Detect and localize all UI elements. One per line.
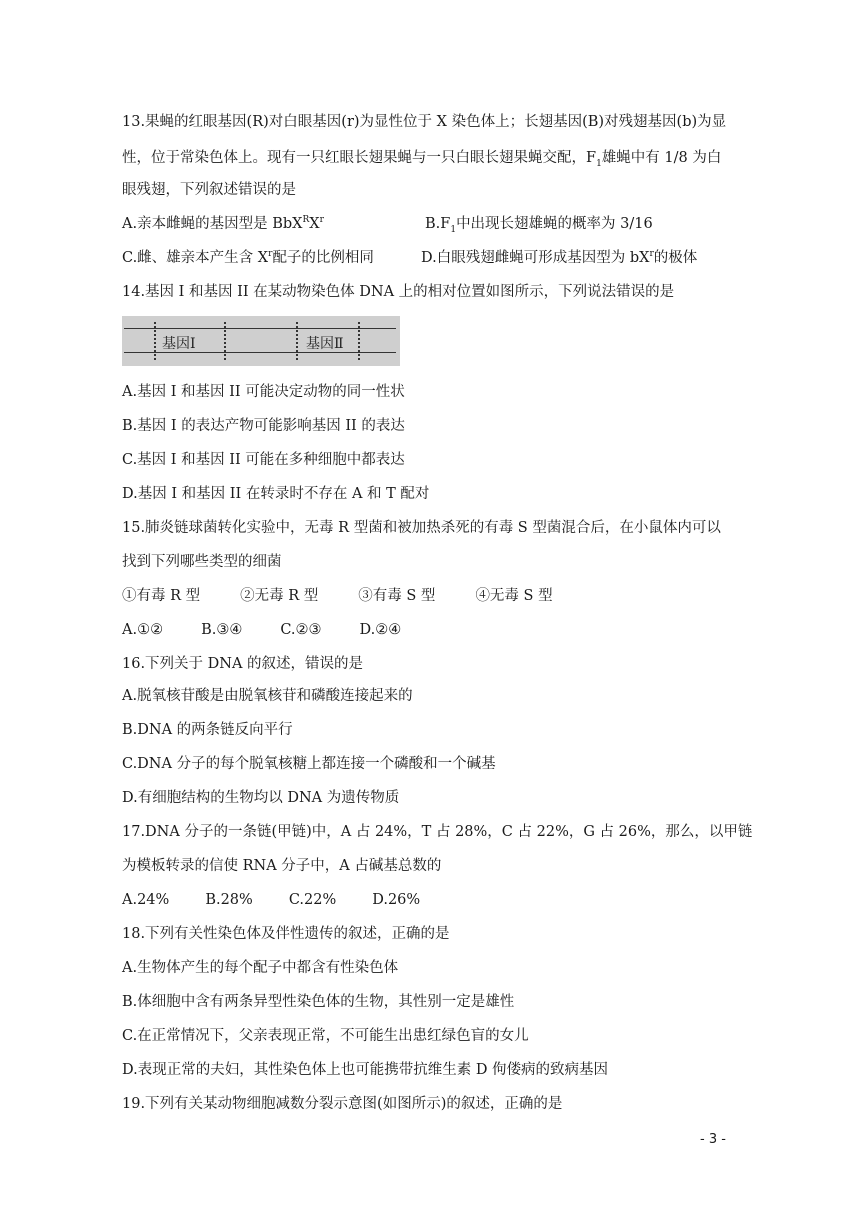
q17-stem-line1: 17.DNA 分子的一条链(甲链)中，A 占 24%，T 占 28%，C 占 22%，G 占 26%，那么，以甲链 (122, 824, 753, 840)
q13-option-a-sup1: R (302, 215, 310, 226)
q19-stem: 19.下列有关某动物细胞减数分裂示意图(如图所示)的叙述，正确的是 (122, 1096, 563, 1112)
q15-options (122, 620, 401, 640)
q13-option-b-sub: 1 (450, 224, 457, 235)
q16-stem: 16.下列关于 DNA 的叙述，错误的是 (122, 656, 364, 672)
q16-option-b: B.DNA 的两条链反向平行 (122, 722, 293, 738)
q14-option-b: B.基因 I 的表达产物可能影响基因 II 的表达 (122, 418, 405, 434)
q13-option-a-sup2: r (319, 215, 324, 226)
q13-option-a (122, 216, 324, 232)
q13-stem-line2-b: 雄蝇中有 1/8 为白 (601, 150, 722, 166)
q14-option-d: D.基因 I 和基因 II 在转录时不存在 A 和 T 配对 (122, 486, 430, 502)
q15-stem-line2: 找到下列哪些类型的细菌 (122, 554, 282, 570)
q13-stem-line2-a: 性，位于常染色体上。现有一只红眼长翅果蝇与一只白眼长翅果蝇交配，F (122, 150, 597, 166)
gene2-left-boundary (296, 322, 298, 360)
q13-stem-line2 (122, 148, 721, 168)
q13-option-d-sup: r (649, 249, 654, 260)
q18-stem: 18.下列有关性染色体及伴性遗传的叙述，正确的是 (122, 926, 450, 942)
q14-option-c: C.基因 I 和基因 II 可能在多种细胞中都表达 (122, 452, 405, 468)
q17-option-d: D.26% (372, 892, 421, 908)
gene2-right-boundary (358, 322, 360, 360)
q13-option-b (425, 214, 653, 234)
q14-stem: 14.基因 I 和基因 II 在某动物染色体 DNA 上的相对位置如图所示，下列说法错误的是 (122, 284, 675, 300)
q13-option-a-pre: A.亲本雌蝇的基因型是 BbX (122, 216, 303, 232)
q13-option-c-pre: C.雌、雄亲本产生含 X (122, 250, 269, 266)
q16-option-c: C.DNA 分子的每个脱氧核糖上都连接一个磷酸和一个碱基 (122, 756, 496, 772)
gene1-label: 基因Ⅰ (162, 336, 196, 352)
q16-option-d: D.有细胞结构的生物均以 DNA 为遗传物质 (122, 790, 400, 806)
q13-option-a-mid: X (309, 216, 320, 232)
q13-option-d (421, 248, 697, 268)
q17-option-a: A.24% (122, 892, 170, 908)
q15-items (122, 586, 553, 606)
q13-options-row1 (122, 214, 742, 234)
q15-item-3: ③有毒 S 型 (358, 588, 436, 604)
q15-stem-line1: 15.肺炎链球菌转化实验中，无毒 R 型菌和被加热杀死的有毒 S 型菌混合后，在小鼠体内可以 (122, 520, 721, 536)
q15-option-c: C.②③ (280, 622, 322, 638)
q13-option-b-post: 中出现长翅雄蝇的概率为 3/16 (456, 216, 653, 232)
q13-option-d-post: 的极体 (653, 250, 698, 266)
q18-option-b: B.体细胞中含有两条异型性染色体的生物，其性别一定是雄性 (122, 994, 515, 1010)
dna-strand-top (124, 328, 396, 329)
gene2-label: 基因Ⅱ (306, 336, 344, 352)
q15-option-b: B.③④ (201, 622, 243, 638)
q17-options (122, 890, 420, 910)
q13-stem-line1: 13.果蝇的红眼基因(R)对白眼基因(r)为显性位于 X 染色体上；长翅基因(B)对残翅基因(b)为显 (122, 114, 727, 130)
q15-option-d: D.②④ (359, 622, 402, 638)
q13-stem-line3: 眼残翅，下列叙述错误的是 (122, 182, 296, 198)
gene-position-figure (122, 316, 400, 366)
q17-stem-line2: 为模板转录的信使 RNA 分子中，A 占碱基总数的 (122, 858, 442, 874)
page-number: - 3 - (700, 1132, 726, 1147)
q13-option-c-post: 配子的比例相同 (272, 250, 374, 266)
q13-option-c (122, 250, 374, 266)
q13-option-d-pre: D.白眼残翅雌蝇可形成基因型为 bX (421, 250, 650, 266)
q13-stem-subscript: 1 (596, 158, 602, 169)
q18-option-d: D.表现正常的夫妇，其性染色体上也可能携带抗维生素 D 佝偻病的致病基因 (122, 1062, 609, 1078)
q15-item-1: ①有毒 R 型 (122, 588, 201, 604)
q17-option-c: C.22% (288, 892, 337, 908)
q15-option-a: A.①② (122, 622, 164, 638)
gene1-right-boundary (224, 322, 226, 360)
q15-item-4: ④无毒 S 型 (475, 588, 553, 604)
q16-option-a: A.脱氧核苷酸是由脱氧核苷和磷酸连接起来的 (122, 688, 413, 704)
q13-option-c-sup: r (268, 249, 273, 260)
q15-item-2: ②无毒 R 型 (240, 588, 319, 604)
q13-options-row2 (122, 248, 742, 268)
q18-option-a: A.生物体产生的每个配子中都含有性染色体 (122, 960, 399, 976)
q18-option-c: C.在正常情况下，父亲表现正常，不可能生出患红绿色盲的女儿 (122, 1028, 529, 1044)
q14-option-a: A.基因 I 和基因 II 可能决定动物的同一性状 (122, 384, 405, 400)
q17-option-b: B.28% (205, 892, 253, 908)
gene1-left-boundary (154, 322, 156, 360)
q13-option-b-pre: B.F (425, 216, 451, 232)
